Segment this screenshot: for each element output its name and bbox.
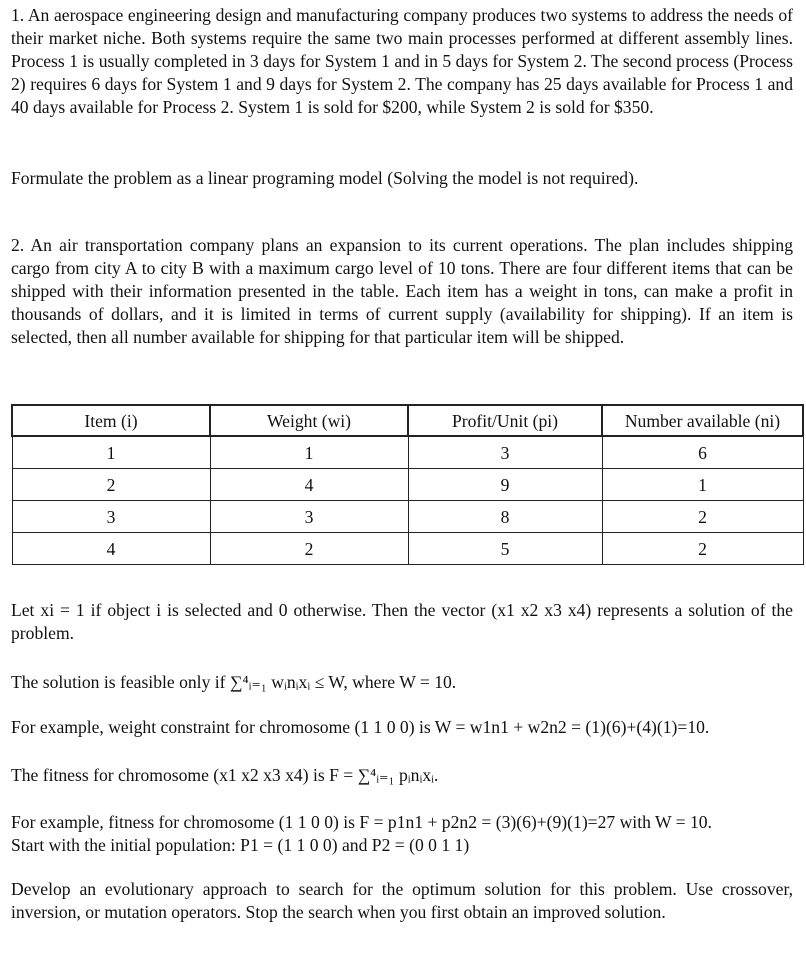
cell-available: 2	[602, 533, 803, 565]
cell-weight: 2	[210, 533, 408, 565]
question-1	[11, 4, 793, 119]
table-row	[12, 436, 803, 469]
cell-available: 6	[602, 436, 803, 469]
question-2	[11, 234, 793, 349]
table-header-row	[12, 405, 803, 436]
develop-block	[11, 878, 793, 924]
table-row	[12, 501, 803, 533]
fitness-definition: The fitness for chromosome (x1 x2 x3 x4) is F = ∑⁴ᵢ₌₁ pᵢnᵢxᵢ.	[11, 765, 439, 785]
cell-available: 2	[602, 501, 803, 533]
header-item: Item (i)	[12, 405, 210, 436]
cell-profit: 9	[408, 469, 602, 501]
develop-instruction: Develop an evolutionary approach to search for the optimum solution for this problem. Use crossover, inversion, or mutation operators. Stop the search when you first obtain an improved solution.	[11, 879, 793, 922]
header-weight: Weight (wi)	[210, 405, 408, 436]
q2-paragraph: 2. An air transportation company plans an expansion to its current operations. The plan includes shipping cargo from city A to city B with a maximum cargo level of 10 tons. There are four different items that can be shipped with their information presented in the table. Each item has a weight in tons, can make a profit in thousands of dollars, and it is limited in terms of current supply (availability for shipping). If an item is selected, then all number available for shipping for that particular item will be shipped.	[11, 235, 793, 347]
weight-example: For example, weight constraint for chromosome (1 1 0 0) is W = w1n1 + w2n2 = (1)(6)+(4)(1)=10.	[11, 717, 710, 737]
cell-weight: 4	[210, 469, 408, 501]
feasibility-condition: The solution is feasible only if ∑⁴ᵢ₌₁ wᵢnᵢxᵢ ≤ W, where W = 10.	[11, 672, 457, 692]
let-definition-block	[11, 599, 793, 645]
cell-weight: 1	[210, 436, 408, 469]
feasibility-block	[11, 671, 793, 694]
cell-profit: 3	[408, 436, 602, 469]
cell-item: 2	[12, 469, 210, 501]
fitness-block	[11, 764, 793, 787]
weight-example-block	[11, 716, 793, 739]
cell-weight: 3	[210, 501, 408, 533]
fitness-example: For example, fitness for chromosome (1 1 0 0) is F = p1n1 + p2n2 = (3)(6)+(9)(1)=27 with W = 10.	[11, 812, 712, 832]
header-available: Number available (ni)	[602, 405, 803, 436]
cell-profit: 5	[408, 533, 602, 565]
q1-task-block	[11, 167, 793, 190]
header-profit: Profit/Unit (pi)	[408, 405, 602, 436]
cell-item: 1	[12, 436, 210, 469]
cell-item: 4	[12, 533, 210, 565]
q1-task: Formulate the problem as a linear programing model (Solving the model is not required).	[11, 168, 639, 188]
cell-available: 1	[602, 469, 803, 501]
q1-paragraph: 1. An aerospace engineering design and manufacturing company produces two systems to address the needs of their market niche. Both systems require the same two main processes performed at different assembly lines. Process 1 is usually completed in 3 days for System 1 and in 5 days for System 2. The second process (Process 2) requires 6 days for System 1 and 9 days for System 2. The company has 25 days available for Process 1 and 40 days available for Process 2. System 1 is sold for $200, while System 2 is sold for $350.	[11, 5, 793, 117]
table-row	[12, 469, 803, 501]
table-row	[12, 533, 803, 565]
fitness-example-block	[11, 811, 793, 857]
initial-population: Start with the initial population: P1 = (1 1 0 0) and P2 = (0 0 1 1)	[11, 835, 470, 855]
cell-profit: 8	[408, 501, 602, 533]
cell-item: 3	[12, 501, 210, 533]
let-definition: Let xi = 1 if object i is selected and 0 otherwise. Then the vector (x1 x2 x3 x4) represents a solution of the problem.	[11, 600, 793, 643]
items-table	[11, 404, 804, 565]
